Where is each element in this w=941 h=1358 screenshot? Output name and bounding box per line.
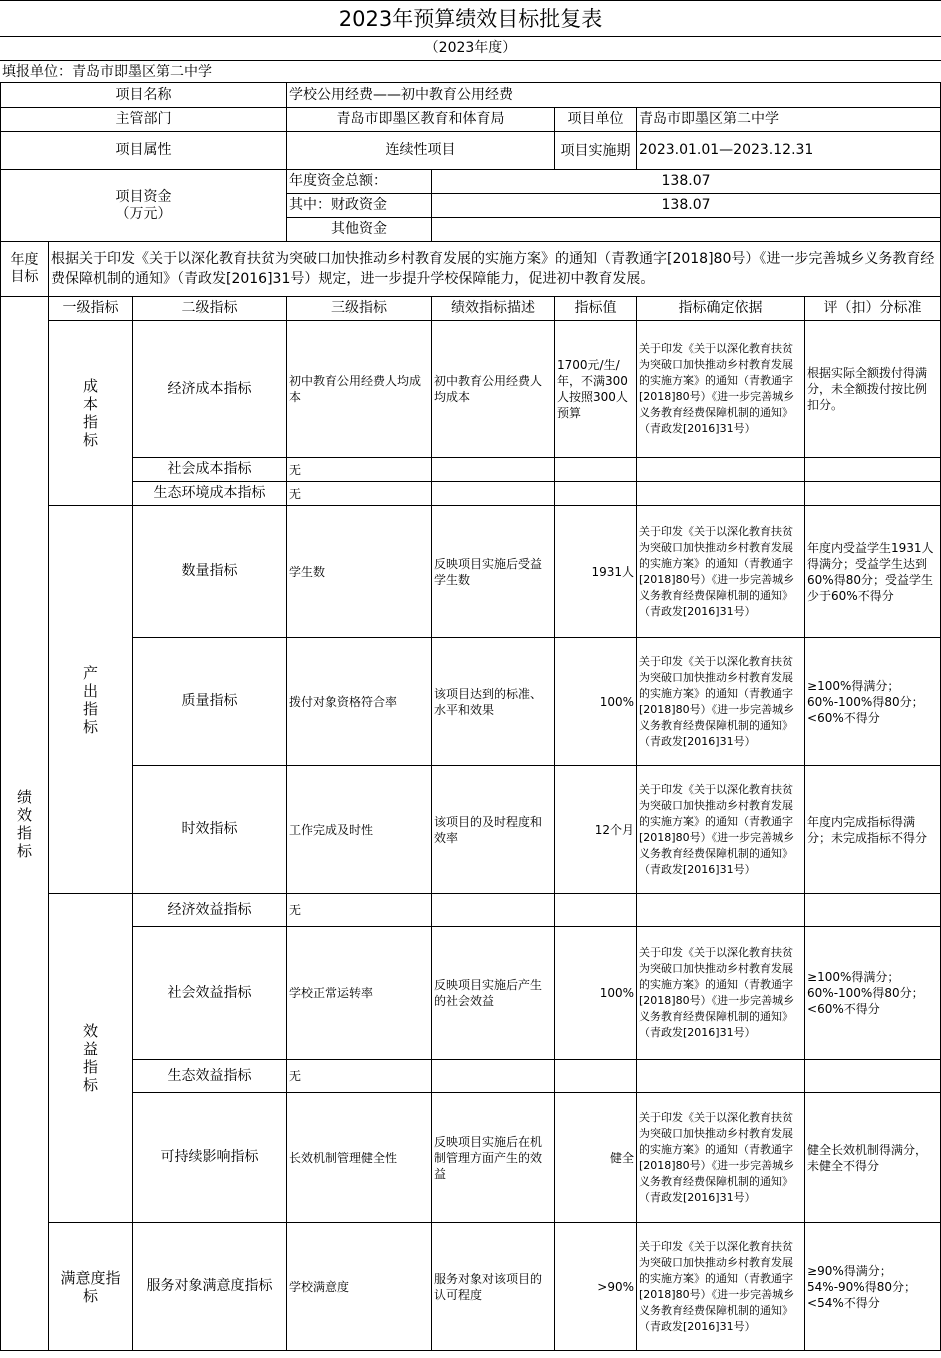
perf-indicator-label: 绩 效 指 标 <box>1 297 49 1351</box>
level3-cell: 工作完成及时性 <box>287 766 432 894</box>
col-head-level1: 一级指标 <box>49 297 133 321</box>
table-row <box>1 506 941 638</box>
basis-cell <box>637 1060 805 1093</box>
attr-label: 项目属性 <box>1 132 287 170</box>
desc-cell <box>432 482 555 506</box>
desc-cell: 反映项目实施后在机制管理方面产生的效益 <box>432 1093 555 1223</box>
level2-cell: 可持续影响指标 <box>133 1093 287 1223</box>
score-cell <box>805 458 941 482</box>
group-benefit-label: 效 益 指 标 <box>49 894 133 1223</box>
score-cell: 根据实际全额拨付得满分，未全额拨付按比例扣分。 <box>805 321 941 458</box>
col-head-score: 评（扣）分标准 <box>805 297 941 321</box>
dept-label: 主管部门 <box>1 108 287 132</box>
level3-cell: 无 <box>287 482 432 506</box>
value-cell: 1700元/生/年，不满300人按照300人预算 <box>555 321 637 458</box>
level3-cell: 无 <box>287 894 432 927</box>
desc-cell: 该项目达到的标准、水平和效果 <box>432 638 555 766</box>
desc-cell <box>432 458 555 482</box>
table-row <box>1 638 941 766</box>
desc-cell: 该项目的及时程度和效率 <box>432 766 555 894</box>
value-cell: 12个月 <box>555 766 637 894</box>
col-head-level3: 三级指标 <box>287 297 432 321</box>
table-row <box>1 321 941 458</box>
col-head-value: 指标值 <box>555 297 637 321</box>
table-row <box>1 927 941 1060</box>
filler-unit: 填报单位：青岛市即墨区第二中学 <box>2 64 212 80</box>
desc-cell: 反映项目实施后受益学生数 <box>432 506 555 638</box>
basis-cell: 关于印发《关于以深化教育扶贫为突破口加快推动乡村教育发展的实施方案》的通知（青教通字[2018]80号）《进一步完善城乡义务教育经费保障机制的通知》（青政发[2016]31号） <box>637 927 805 1060</box>
basis-cell: 关于印发《关于以深化教育扶贫为突破口加快推动乡村教育发展的实施方案》的通知（青教通字[2018]80号）《进一步完善城乡义务教育经费保障机制的通知》（青政发[2016]31号） <box>637 766 805 894</box>
basis-cell: 关于印发《关于以深化教育扶贫为突破口加快推动乡村教育发展的实施方案》的通知（青教通字[2018]80号）《进一步完善城乡义务教育经费保障机制的通知》（青政发[2016]31号） <box>637 638 805 766</box>
desc-cell: 反映项目实施后产生的社会效益 <box>432 927 555 1060</box>
level2-cell: 时效指标 <box>133 766 287 894</box>
col-head-desc: 绩效指标描述 <box>432 297 555 321</box>
period-label: 项目实施期 <box>555 132 637 170</box>
score-cell <box>805 482 941 506</box>
basis-cell: 关于印发《关于以深化教育扶贫为突破口加快推动乡村教育发展的实施方案》的通知（青教通字[2018]80号）《进一步完善城乡义务教育经费保障机制的通知》（青政发[2016]31号） <box>637 1093 805 1223</box>
fund-fiscal-value: 138.07 <box>432 194 941 218</box>
score-cell: 健全长效机制得满分，未健全不得分 <box>805 1093 941 1223</box>
page-subtitle: （2023年度） <box>424 40 517 56</box>
basis-cell: 关于印发《关于以深化教育扶贫为突破口加快推动乡村教育发展的实施方案》的通知（青教通字[2018]80号）《进一步完善城乡义务教育经费保障机制的通知》（青政发[2016]31号） <box>637 1223 805 1351</box>
level2-cell: 服务对象满意度指标 <box>133 1223 287 1351</box>
budget-table <box>0 82 941 1351</box>
table-row <box>1 894 941 927</box>
level2-cell: 数量指标 <box>133 506 287 638</box>
value-cell <box>555 482 637 506</box>
top-border <box>0 0 941 1</box>
table-row <box>1 458 941 482</box>
value-cell: 100% <box>555 638 637 766</box>
fund-total-label: 年度资金总额： <box>287 170 432 194</box>
fund-total-value: 138.07 <box>432 170 941 194</box>
level2-cell: 社会效益指标 <box>133 927 287 1060</box>
level3-cell: 学校正常运转率 <box>287 927 432 1060</box>
dept-value: 青岛市即墨区教育和体育局 <box>287 108 555 132</box>
goal-text: 根据关于印发《关于以深化教育扶贫为突破口加快推动乡村教育发展的实施方案》的通知（青教通字[2018]80号）《进一步完善城乡义务教育经费保障机制的通知》（青政发[2016]31号）规定，进一步提升学校保障能力，促进初中教育发展。 <box>49 242 941 297</box>
score-cell: ≥100%得满分；60%-100%得80分；<60%不得分 <box>805 638 941 766</box>
score-cell: ≥100%得满分；60%-100%得80分；<60%不得分 <box>805 927 941 1060</box>
table-row <box>1 1223 941 1351</box>
basis-cell: 关于印发《关于以深化教育扶贫为突破口加快推动乡村教育发展的实施方案》的通知（青教通字[2018]80号）《进一步完善城乡义务教育经费保障机制的通知》（青政发[2016]31号） <box>637 321 805 458</box>
basis-cell <box>637 458 805 482</box>
unit-value: 青岛市即墨区第二中学 <box>637 108 941 132</box>
basis-cell: 关于印发《关于以深化教育扶贫为突破口加快推动乡村教育发展的实施方案》的通知（青教通字[2018]80号）《进一步完善城乡义务教育经费保障机制的通知》（青政发[2016]31号） <box>637 506 805 638</box>
desc-cell <box>432 894 555 927</box>
table-row <box>1 482 941 506</box>
goal-label: 年度 目标 <box>1 242 49 297</box>
col-head-level2: 二级指标 <box>133 297 287 321</box>
level3-cell: 拨付对象资格符合率 <box>287 638 432 766</box>
level3-cell: 长效机制管理健全性 <box>287 1093 432 1223</box>
period-value: 2023.01.01—2023.12.31 <box>637 132 941 170</box>
level3-cell: 初中教育公用经费人均成本 <box>287 321 432 458</box>
level2-cell: 社会成本指标 <box>133 458 287 482</box>
value-cell: 100% <box>555 927 637 1060</box>
attr-value: 连续性项目 <box>287 132 555 170</box>
fund-label: 项目资金 （万元） <box>1 170 287 242</box>
value-cell: >90% <box>555 1223 637 1351</box>
table-row <box>1 1093 941 1223</box>
group-output-label: 产 出 指 标 <box>49 506 133 894</box>
level3-cell: 无 <box>287 458 432 482</box>
level2-cell: 经济效益指标 <box>133 894 287 927</box>
value-cell <box>555 458 637 482</box>
level3-cell: 学校满意度 <box>287 1223 432 1351</box>
value-cell <box>555 1060 637 1093</box>
table-row <box>1 766 941 894</box>
level2-cell: 生态效益指标 <box>133 1060 287 1093</box>
fund-other-label: 其他资金 <box>287 218 432 242</box>
desc-cell: 服务对象对该项目的认可程度 <box>432 1223 555 1351</box>
project-name-value: 学校公用经费——初中教育公用经费 <box>287 83 941 108</box>
value-cell: 健全 <box>555 1093 637 1223</box>
value-cell <box>555 894 637 927</box>
value-cell: 1931人 <box>555 506 637 638</box>
col-head-basis: 指标确定依据 <box>637 297 805 321</box>
project-name-label: 项目名称 <box>1 83 287 108</box>
page-title: 2023年预算绩效目标批复表 <box>338 7 603 31</box>
fund-fiscal-label: 其中：财政资金 <box>287 194 432 218</box>
level3-cell: 无 <box>287 1060 432 1093</box>
basis-cell <box>637 482 805 506</box>
fund-other-value <box>432 218 941 242</box>
group-cost-label: 成 本 指 标 <box>49 321 133 506</box>
basis-cell <box>637 894 805 927</box>
group-satisfaction-label: 满意度指 标 <box>49 1223 133 1351</box>
subtitle-divider <box>0 60 941 61</box>
level3-cell: 学生数 <box>287 506 432 638</box>
score-cell: 年度内受益学生1931人得满分；受益学生达到60%得80分；受益学生少于60%不得分 <box>805 506 941 638</box>
level2-cell: 经济成本指标 <box>133 321 287 458</box>
score-cell: ≥90%得满分；54%-90%得80分；<54%不得分 <box>805 1223 941 1351</box>
score-cell: 年度内完成指标得满分；未完成指标不得分 <box>805 766 941 894</box>
desc-cell <box>432 1060 555 1093</box>
unit-label: 项目单位 <box>555 108 637 132</box>
table-row <box>1 1060 941 1093</box>
title-divider <box>0 36 941 37</box>
score-cell <box>805 1060 941 1093</box>
score-cell <box>805 894 941 927</box>
level2-cell: 生态环境成本指标 <box>133 482 287 506</box>
level2-cell: 质量指标 <box>133 638 287 766</box>
desc-cell: 初中教育公用经费人均成本 <box>432 321 555 458</box>
